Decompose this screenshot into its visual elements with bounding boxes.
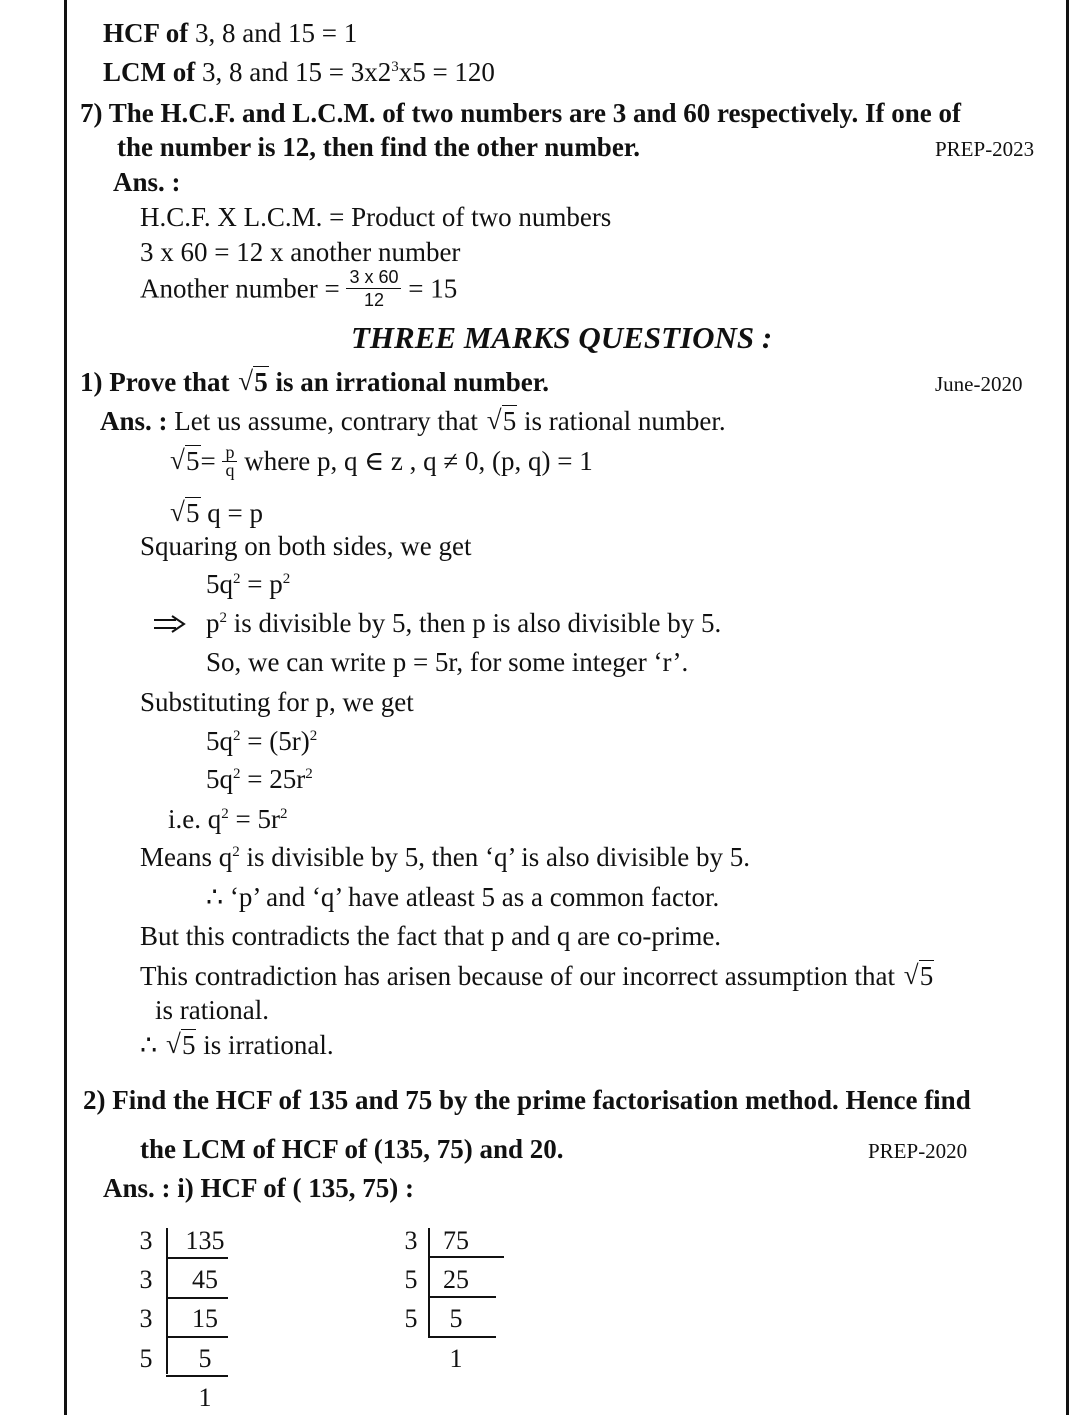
sqrt5-radical: √ 5 (903, 960, 934, 991)
divisor: 3 (139, 1265, 153, 1294)
q7-step2: 3 x 60 = 12 x another number (140, 237, 461, 267)
quotient: 25 (443, 1265, 469, 1294)
q7-step1: H.C.F. X L.C.M. = Product of two numbers (140, 202, 612, 232)
divisor: 5 (404, 1304, 418, 1333)
q1-line6: So, we can write p = 5r, for some integer ‘r’. (206, 647, 689, 677)
quotient: 45 (192, 1265, 218, 1294)
q1-line11: Means $q^2$ is divisible by 5, then ‘q’ is also divisible by 5. (140, 842, 750, 872)
divisor: 3 (404, 1226, 418, 1255)
divisor: 5 (404, 1265, 418, 1294)
quotient: 5 (449, 1304, 463, 1333)
p-over-q-fraction: $\frac{p}{q}$ (222, 444, 237, 479)
sqrt5-radical: √ 5 (170, 497, 200, 528)
quotient: 5 (198, 1344, 212, 1373)
q7-step3: Another number = $\frac{3 x 60}{12}$ = 15 (140, 267, 458, 310)
q7-fraction: $\frac{3 x 60}{12}$ (346, 266, 401, 311)
q1-line10: i.e. $q^2 = 5r^2$ (168, 804, 288, 834)
q1-line15: is rational. (155, 995, 269, 1025)
divisor: 3 (139, 1304, 153, 1333)
quotient: 1 (449, 1344, 463, 1373)
q1-line4: $5q^2 = p^2$ (206, 569, 291, 599)
q1-line1: √ 5= $\frac{p}{q}$ where p, q ∈ z , q ≠ 0, (p, q) = 1 (170, 442, 593, 480)
q7-exam-tag: PREP-2023 (935, 137, 1035, 161)
quotient: 75 (443, 1226, 469, 1255)
q1-ans-intro: Ans. : Let us assume, contrary that √ 5 is rational number. (100, 405, 726, 436)
q2-line1: 2) Find the HCF of 135 and 75 by the prime factorisation method. Hence find (83, 1085, 971, 1115)
implies-arrow-icon (152, 614, 188, 634)
q2-exam-tag: PREP-2020 (868, 1139, 968, 1163)
sqrt5-radical: √ 5 (170, 445, 200, 476)
sqrt5-radical: √ 5 (486, 405, 517, 436)
section-title: THREE MARKS QUESTIONS : (351, 320, 773, 355)
left-page-border (64, 0, 67, 1415)
divisor: 5 (139, 1344, 153, 1373)
q7-line2: the number is 12, then find the other number. (117, 132, 641, 162)
q1-line3: Squaring on both sides, we get (140, 531, 472, 561)
q1-question: 1) Prove that √ 5 is an irrational number. (80, 366, 550, 397)
q1-line12: ∴ ‘p’ and ‘q’ have atleast 5 as a common factor. (206, 882, 720, 912)
quotient: 135 (185, 1226, 225, 1255)
hcf-result-line: HCF of 3, 8 and 15 = 1 (103, 18, 358, 48)
quotient: 15 (192, 1304, 218, 1333)
q7-line1: 7) The H.C.F. and L.C.M. of two numbers are 3 and 60 respectively. If one of (80, 98, 962, 128)
right-page-border (1066, 0, 1069, 1415)
lcm-result-line: LCM of 3, 8 and $15 = 3x2^3x5 = 120$ (103, 57, 495, 87)
q1-line13: But this contradicts the fact that p and q are co-prime. (140, 921, 722, 951)
q2-ans-line: Ans. : i) HCF of ( 135, 75) : (103, 1173, 414, 1203)
q2-line2: the LCM of HCF of (135, 75) and 20. (140, 1134, 564, 1164)
q1-line5: $p^2$ is divisible by 5, then p is also divisible by 5. (206, 608, 722, 638)
q1-exam-tag: June-2020 (935, 372, 1023, 396)
sqrt5-radical: √ 5 (165, 1029, 196, 1060)
q1-line9: $5q^2 = 25r^2$ (206, 764, 313, 794)
q1-line2: √ 5 q = p (170, 497, 263, 528)
q1-line7: Substituting for p, we get (140, 687, 414, 717)
q7-ans-label: Ans. : (113, 167, 181, 197)
q1-line14: This contradiction has arisen because of our incorrect assumption that √ 5 (140, 960, 934, 991)
q1-line16: ∴ √ 5 is irrational. (140, 1029, 334, 1060)
quotient: 1 (198, 1383, 212, 1412)
divisor: 3 (139, 1226, 153, 1255)
sqrt5-radical: √ 5 (238, 366, 268, 397)
q1-line8: $5q^2 = (5r)^2$ (206, 726, 318, 756)
